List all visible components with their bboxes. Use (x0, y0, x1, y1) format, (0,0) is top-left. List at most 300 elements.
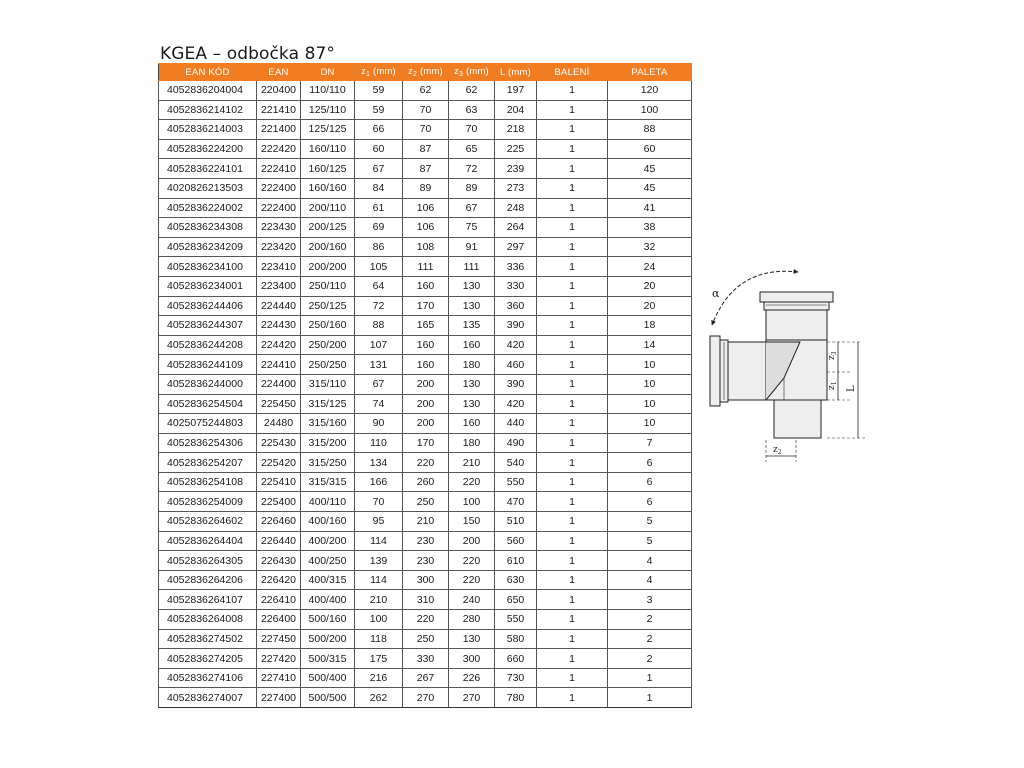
table-cell: 69 (355, 218, 403, 238)
table-cell: 220 (403, 610, 449, 630)
table-cell: 4 (608, 570, 692, 590)
table-cell: 32 (608, 237, 692, 257)
table-cell: 1 (537, 688, 608, 708)
table-cell: 20 (608, 276, 692, 296)
table-cell: 62 (403, 81, 449, 101)
table-cell: 226420 (257, 570, 301, 590)
table-row (159, 453, 692, 473)
table-cell: 1 (537, 120, 608, 140)
table-cell: 160 (403, 276, 449, 296)
table-cell: 239 (495, 159, 537, 179)
table-cell: 1 (537, 257, 608, 277)
table-cell: 4052836224002 (159, 198, 257, 218)
table-cell: 10 (608, 414, 692, 434)
table-cell: 550 (495, 610, 537, 630)
table-cell: 134 (355, 453, 403, 473)
table-cell: 300 (449, 649, 495, 669)
table-cell: 1 (537, 590, 608, 610)
table-cell: 227420 (257, 649, 301, 669)
table-cell: 400/160 (301, 512, 355, 532)
table-cell: 1 (537, 178, 608, 198)
table-row (159, 668, 692, 688)
table-cell: 315/315 (301, 472, 355, 492)
table-cell: 227410 (257, 668, 301, 688)
table-cell: 330 (403, 649, 449, 669)
table-row (159, 649, 692, 669)
table-cell: 90 (355, 414, 403, 434)
table-cell: 63 (449, 100, 495, 120)
table-cell: 225410 (257, 472, 301, 492)
table-cell: 200 (403, 414, 449, 434)
table-cell: 125/110 (301, 100, 355, 120)
table-row (159, 178, 692, 198)
table-cell: 135 (449, 316, 495, 336)
column-header: EAN (257, 64, 301, 81)
table-cell: 67 (449, 198, 495, 218)
table-cell: 225450 (257, 394, 301, 414)
table-cell: 6 (608, 472, 692, 492)
table-cell: 89 (403, 178, 449, 198)
table-cell: 106 (403, 218, 449, 238)
table-cell: 560 (495, 531, 537, 551)
table-cell: 111 (403, 257, 449, 277)
table-cell: 110 (355, 433, 403, 453)
table-row (159, 355, 692, 375)
table-row (159, 257, 692, 277)
table-cell: 222400 (257, 178, 301, 198)
dimension-z2 (766, 440, 796, 462)
table-cell: 6 (608, 453, 692, 473)
table-cell: 72 (355, 296, 403, 316)
table-cell: 400/250 (301, 551, 355, 571)
table-cell: 240 (449, 590, 495, 610)
table-cell: 226440 (257, 531, 301, 551)
table-cell: 4052836264404 (159, 531, 257, 551)
table-cell: 223430 (257, 218, 301, 238)
table-cell: 114 (355, 570, 403, 590)
table-row (159, 610, 692, 630)
table-cell: 14 (608, 335, 692, 355)
table-cell: 220 (449, 570, 495, 590)
table-cell: 226400 (257, 610, 301, 630)
table-cell: 1 (537, 668, 608, 688)
table-cell: 218 (495, 120, 537, 140)
table-cell: 1 (537, 649, 608, 669)
table-cell: 222410 (257, 159, 301, 179)
table-cell: 224440 (257, 296, 301, 316)
table-cell: 1 (537, 139, 608, 159)
table-row (159, 237, 692, 257)
table-cell: 4052836244307 (159, 316, 257, 336)
table-cell: 250 (403, 492, 449, 512)
table-cell: 500/400 (301, 668, 355, 688)
table-cell: 540 (495, 453, 537, 473)
page-title: KGEA – odbočka 87° (160, 44, 336, 64)
table-cell: 210 (449, 453, 495, 473)
table-cell: 4052836254009 (159, 492, 257, 512)
table-cell: 270 (403, 688, 449, 708)
table-row (159, 374, 692, 394)
table-cell: 91 (449, 237, 495, 257)
table-cell: 1 (537, 492, 608, 512)
column-header: PALETA (608, 64, 692, 81)
table-cell: 200 (449, 531, 495, 551)
table-cell: 1 (537, 414, 608, 434)
table-cell: 225 (495, 139, 537, 159)
table-cell: 220400 (257, 81, 301, 101)
table-cell: 1 (537, 100, 608, 120)
table-cell: 160 (449, 335, 495, 355)
table-cell: 24 (608, 257, 692, 277)
table-cell: 4052836214003 (159, 120, 257, 140)
table-cell: 1 (537, 531, 608, 551)
table-cell: 120 (608, 81, 692, 101)
table-cell: 400/110 (301, 492, 355, 512)
table-cell: 250/250 (301, 355, 355, 375)
table-row (159, 570, 692, 590)
table-cell: 4052836244000 (159, 374, 257, 394)
table-cell: 45 (608, 178, 692, 198)
table-cell: 160/110 (301, 139, 355, 159)
table-cell: 131 (355, 355, 403, 375)
table-cell: 4020826213503 (159, 178, 257, 198)
table-cell: 2 (608, 649, 692, 669)
table-cell: 510 (495, 512, 537, 532)
table-cell: 70 (355, 492, 403, 512)
table-cell: 160/125 (301, 159, 355, 179)
table-cell: 10 (608, 374, 692, 394)
table-cell: 221400 (257, 120, 301, 140)
table-cell: 315/125 (301, 394, 355, 414)
table-cell: 250 (403, 629, 449, 649)
table-cell: 280 (449, 610, 495, 630)
table-cell: 500/500 (301, 688, 355, 708)
table-cell: 315/160 (301, 414, 355, 434)
table-cell: 250/125 (301, 296, 355, 316)
table-cell: 270 (449, 688, 495, 708)
column-header: $z_3$ (mm) (449, 64, 495, 81)
table-cell: 262 (355, 688, 403, 708)
table-cell: 45 (608, 159, 692, 179)
table-cell: 130 (449, 394, 495, 414)
table-cell: 200/125 (301, 218, 355, 238)
table-cell: 420 (495, 335, 537, 355)
table-cell: 108 (403, 237, 449, 257)
column-header: DN (301, 64, 355, 81)
table-cell: 3 (608, 590, 692, 610)
table-cell: 100 (449, 492, 495, 512)
table-cell: 67 (355, 374, 403, 394)
table-row (159, 512, 692, 532)
table-cell: 330 (495, 276, 537, 296)
table-cell: 4 (608, 551, 692, 571)
table-cell: 72 (449, 159, 495, 179)
table-cell: 260 (403, 472, 449, 492)
table-cell: 1 (608, 688, 692, 708)
table-cell: 59 (355, 81, 403, 101)
table-cell: 61 (355, 198, 403, 218)
table-cell: 267 (403, 668, 449, 688)
table-cell: 114 (355, 531, 403, 551)
table-cell: 1 (537, 237, 608, 257)
table-cell: 273 (495, 178, 537, 198)
table-cell: 4052836264107 (159, 590, 257, 610)
table-cell: 4052836254306 (159, 433, 257, 453)
table-cell: 1 (537, 394, 608, 414)
table-row (159, 414, 692, 434)
table-row (159, 472, 692, 492)
table-cell: 110/110 (301, 81, 355, 101)
table-cell: 1 (537, 570, 608, 590)
table-cell: 130 (449, 296, 495, 316)
table-cell: 180 (449, 355, 495, 375)
table-cell: 89 (449, 178, 495, 198)
table-cell: 4052836254108 (159, 472, 257, 492)
table-cell: 150 (449, 512, 495, 532)
table-cell: 175 (355, 649, 403, 669)
table-cell: 226 (449, 668, 495, 688)
table-cell: 4052836274007 (159, 688, 257, 708)
table-cell: 400/400 (301, 590, 355, 610)
table-cell: 88 (608, 120, 692, 140)
table-cell: 4052836264305 (159, 551, 257, 571)
table-cell: 220 (449, 472, 495, 492)
table-cell: 4052836244208 (159, 335, 257, 355)
table-cell: 4052836244109 (159, 355, 257, 375)
table-cell: 223400 (257, 276, 301, 296)
table-cell: 221410 (257, 100, 301, 120)
table-cell: 4052836274205 (159, 649, 257, 669)
table-cell: 95 (355, 512, 403, 532)
table-cell: 490 (495, 433, 537, 453)
table-cell: 118 (355, 629, 403, 649)
table-cell: 224410 (257, 355, 301, 375)
table-cell: 315/250 (301, 453, 355, 473)
table-cell: 67 (355, 159, 403, 179)
table-cell: 204 (495, 100, 537, 120)
table-cell: 107 (355, 335, 403, 355)
table-cell: 1 (537, 218, 608, 238)
table-cell: 20 (608, 296, 692, 316)
table-cell: 224420 (257, 335, 301, 355)
table-cell: 226410 (257, 590, 301, 610)
table-cell: 227400 (257, 688, 301, 708)
table-cell: 87 (403, 139, 449, 159)
table-cell: 460 (495, 355, 537, 375)
table-cell: 6 (608, 492, 692, 512)
table-row (159, 492, 692, 512)
table-cell: 4025075244803 (159, 414, 257, 434)
table-cell: 4052836274502 (159, 629, 257, 649)
table-cell: 100 (355, 610, 403, 630)
table-cell: 70 (449, 120, 495, 140)
table-cell: 310 (403, 590, 449, 610)
table-cell: 222420 (257, 139, 301, 159)
table-cell: 160 (449, 414, 495, 434)
table-cell: 84 (355, 178, 403, 198)
column-header: $z_1$ (mm) (355, 64, 403, 81)
svg-text:z1: $z_1$ (827, 381, 838, 390)
table-cell: 4052836234001 (159, 276, 257, 296)
table-cell: 75 (449, 218, 495, 238)
table-cell: 315/200 (301, 433, 355, 453)
table-cell: 264 (495, 218, 537, 238)
table-cell: 1 (608, 668, 692, 688)
table-cell: 60 (355, 139, 403, 159)
table-cell: 10 (608, 394, 692, 414)
table-cell: 4052836254207 (159, 453, 257, 473)
table-cell: 1 (537, 316, 608, 336)
table-cell: 64 (355, 276, 403, 296)
table-cell: 222400 (257, 198, 301, 218)
table-cell: 66 (355, 120, 403, 140)
table-cell: 5 (608, 512, 692, 532)
table-cell: 250/160 (301, 316, 355, 336)
table-row (159, 100, 692, 120)
table-cell: 160 (403, 355, 449, 375)
table-cell: 106 (403, 198, 449, 218)
table-cell: 1 (537, 355, 608, 375)
table-row (159, 394, 692, 414)
svg-text:z2: $z_2$ (773, 445, 782, 456)
table-cell: 224430 (257, 316, 301, 336)
column-header: EAN KÓD (159, 64, 257, 81)
table-cell: 38 (608, 218, 692, 238)
table-row (159, 218, 692, 238)
table-cell: 86 (355, 237, 403, 257)
table-row (159, 81, 692, 101)
table-row (159, 531, 692, 551)
table-cell: 1 (537, 159, 608, 179)
table-cell: 250/110 (301, 276, 355, 296)
table-cell: 470 (495, 492, 537, 512)
table-cell: 1 (537, 276, 608, 296)
table-cell: 4052836264206 (159, 570, 257, 590)
table-row (159, 335, 692, 355)
table-cell: 4052836234308 (159, 218, 257, 238)
table-cell: 780 (495, 688, 537, 708)
table-row (159, 139, 692, 159)
table-cell: 297 (495, 237, 537, 257)
table-cell: 1 (537, 433, 608, 453)
table-cell: 100 (608, 100, 692, 120)
table-cell: 4052836244406 (159, 296, 257, 316)
table-cell: 230 (403, 551, 449, 571)
table-cell: 166 (355, 472, 403, 492)
table-cell: 160 (403, 335, 449, 355)
table-cell: 200 (403, 394, 449, 414)
spec-table (158, 63, 692, 708)
table-cell: 210 (355, 590, 403, 610)
table-cell: 4052836234100 (159, 257, 257, 277)
table-cell: 225430 (257, 433, 301, 453)
table-row (159, 688, 692, 708)
table-cell: 4052836204004 (159, 81, 257, 101)
table-cell: 1 (537, 472, 608, 492)
table-cell: 730 (495, 668, 537, 688)
table-cell: 210 (403, 512, 449, 532)
table-cell: 4052836224200 (159, 139, 257, 159)
table-cell: 227450 (257, 629, 301, 649)
table-cell: 130 (449, 374, 495, 394)
table-cell: 400/200 (301, 531, 355, 551)
table-cell: 630 (495, 570, 537, 590)
table-cell: 360 (495, 296, 537, 316)
header-row (159, 64, 692, 81)
table-cell: 420 (495, 394, 537, 414)
table-cell: 315/110 (301, 374, 355, 394)
dimension-z3 (827, 342, 862, 372)
table-cell: 165 (403, 316, 449, 336)
table-cell: 1 (537, 296, 608, 316)
table-cell: 24480 (257, 414, 301, 434)
table-row (159, 159, 692, 179)
table-cell: 1 (537, 198, 608, 218)
table-cell: 390 (495, 374, 537, 394)
table-cell: 41 (608, 198, 692, 218)
table-row (159, 433, 692, 453)
table-cell: 1 (537, 629, 608, 649)
table-cell: 200/160 (301, 237, 355, 257)
table-cell: 70 (403, 100, 449, 120)
column-header: $z_2$ (mm) (403, 64, 449, 81)
table-cell: 500/160 (301, 610, 355, 630)
table-row (159, 629, 692, 649)
table-cell: 223410 (257, 257, 301, 277)
table-cell: 225400 (257, 492, 301, 512)
table-row (159, 198, 692, 218)
table-cell: 230 (403, 531, 449, 551)
table-cell: 4052836254504 (159, 394, 257, 414)
table-cell: 125/125 (301, 120, 355, 140)
table-cell: 580 (495, 629, 537, 649)
column-header: L (mm) (495, 64, 537, 81)
table-cell: 610 (495, 551, 537, 571)
table-cell: 248 (495, 198, 537, 218)
table-cell: 111 (449, 257, 495, 277)
table-cell: 74 (355, 394, 403, 414)
table-cell: 88 (355, 316, 403, 336)
table-row (159, 296, 692, 316)
table-cell: 130 (449, 629, 495, 649)
table-cell: 220 (403, 453, 449, 473)
table-cell: 1 (537, 512, 608, 532)
angle-label: α (712, 287, 720, 300)
table-cell: 1 (537, 335, 608, 355)
table-cell: 170 (403, 433, 449, 453)
table-cell: 200 (403, 374, 449, 394)
table-cell: 550 (495, 472, 537, 492)
column-header: BALENÍ (537, 64, 608, 81)
table-cell: 650 (495, 590, 537, 610)
table-cell: 2 (608, 610, 692, 630)
table-cell: 139 (355, 551, 403, 571)
table-cell: 1 (537, 551, 608, 571)
table-cell: 500/200 (301, 629, 355, 649)
fitting-diagram (698, 258, 868, 468)
table-cell: 4052836274106 (159, 668, 257, 688)
table-cell: 62 (449, 81, 495, 101)
table-cell: 18 (608, 316, 692, 336)
table-cell: 60 (608, 139, 692, 159)
table-cell: 660 (495, 649, 537, 669)
table-cell: 197 (495, 81, 537, 101)
table-cell: 223420 (257, 237, 301, 257)
table-cell: 5 (608, 531, 692, 551)
table-cell: 220 (449, 551, 495, 571)
table-cell: 226430 (257, 551, 301, 571)
table-cell: 250/200 (301, 335, 355, 355)
